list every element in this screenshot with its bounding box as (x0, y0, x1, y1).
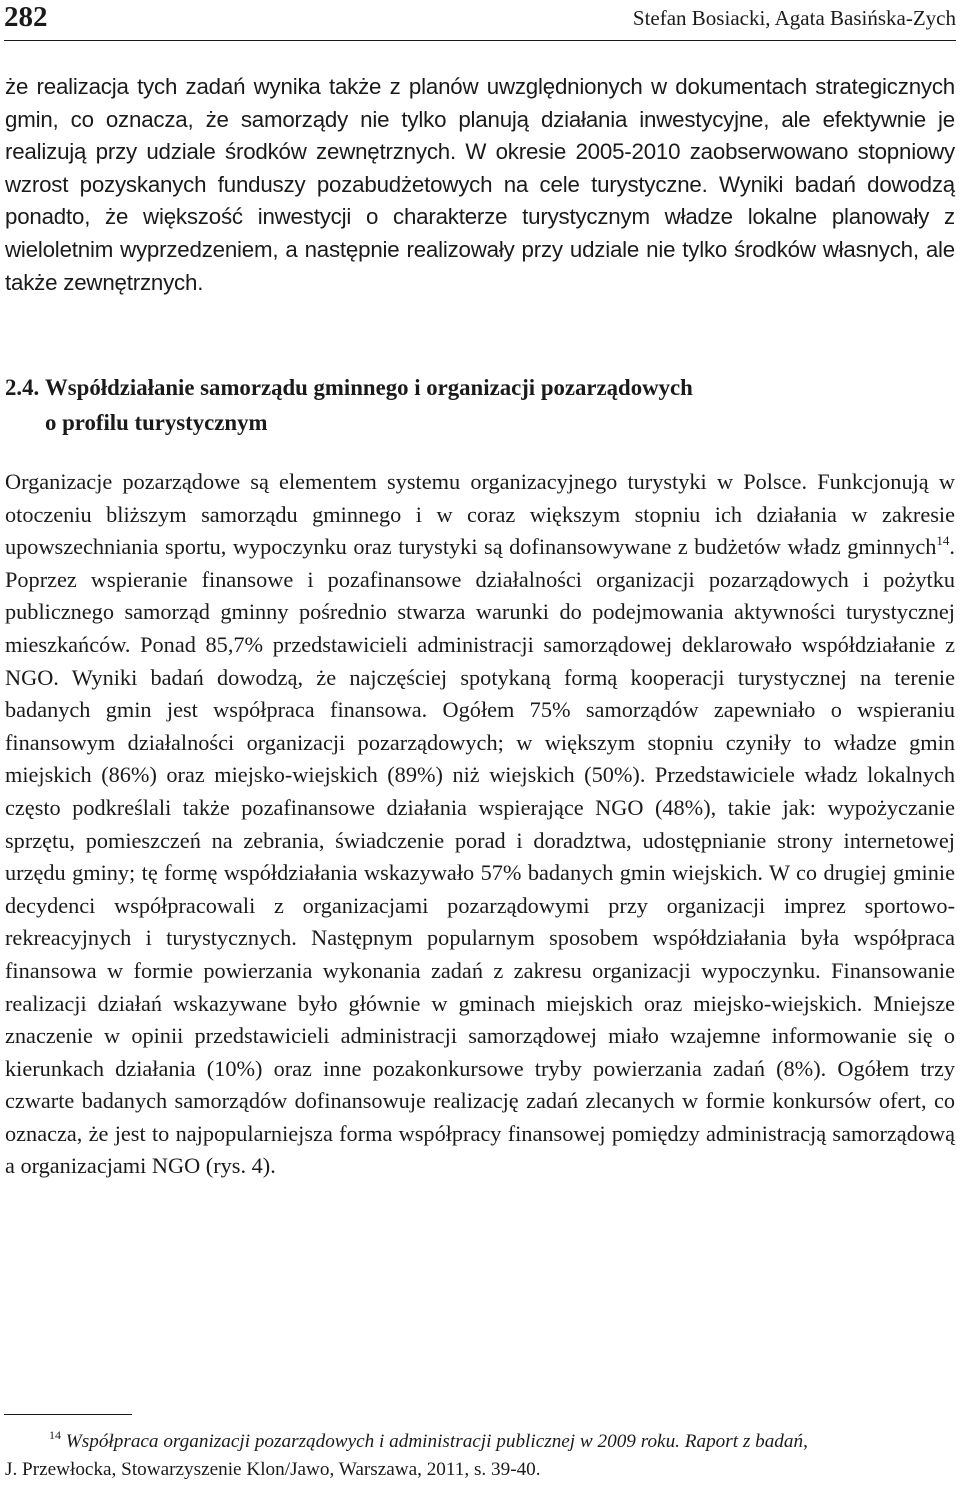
section-heading (5, 370, 905, 440)
paragraph-main-part-a: Organizacje pozarządowe są elementem systemu organizacyjnego turystyki w Polsce. Funkcjonują w otoczeniu bliższym samorządu gminnego i w coraz większym stopniu ich działania w zakresie upowszechniania sportu, wypoczynku oraz turystyki są dofinansowywane z budżetów władz gminnych (5, 469, 955, 560)
section-title-line-2: o profilu turystycznym (45, 410, 268, 435)
paragraph-intro (5, 71, 955, 299)
page-number: 282 (4, 1, 48, 33)
footnote-title: Współpraca organizacji pozarządowych i administracji publicznej w 2009 roku. Raport z badań (65, 1431, 804, 1452)
footnote-separator-text: , (803, 1431, 808, 1452)
section-title-line-1: Współdziałanie samorządu gminnego i organizacji pozarządowych (45, 375, 693, 400)
running-header (4, 0, 956, 41)
footnote-reference[interactable]: 14 (936, 533, 950, 549)
section-number: 2.4. (5, 375, 40, 400)
paragraph-main (5, 466, 955, 1183)
footnote-separator (4, 1414, 132, 1415)
running-head-authors: Stefan Bosiacki, Agata Basińska-Zych (632, 6, 956, 30)
footnote-line-1: 14 Współpraca organizacji pozarządowych i administracji publicznej w 2009 roku. Raport z badań, (49, 1428, 808, 1452)
paragraph-main-part-b: . Poprzez wspieranie finansowe i pozafinansowe działalności organizacji pozarządowych i pożytku publicznego samorząd gminny pośrednio stwarza warunki do podejmowania aktywności turystycznej mieszkańców. Ponad 85,7% przedstawicieli administracji samorządowej deklarowało współdziałanie z NGO. Wyniki badań dowodzą, że najczęściej spotykaną formą kooperacji turystycznej na terenie badanych gmin jest współpraca finansowa. Ogółem 75% samorządów zapewniało o wspieraniu finansowym działalności organizacji pozarządowych; w większym stopniu czyniły to władze gmin miejskich (86%) oraz miejsko-wiejskich (89%) niż wiejskich (50%). Przedstawiciele władz lokalnych często podkreślali także pozafinansowe działania wspierające NGO (48%), takie jak: wypożyczanie sprzętu, pomieszczeń na zebrania, świadczenie porad i doradztwa, udostępnianie strony internetowej urzędu gminy; tę formę współdziałania wskazywało 57% badanych gmin wiejskich. W co drugiej gminie decydenci współpracowali z organizacjami pozarządowymi przy organizacji imprez sportowo-rekreacyjnych i turystycznych. Następnym popularnym sposobem współdziałania była współpraca finansowa w formie powierzania wykonania zadań z zakresu organizacji wypoczynku. Finansowanie realizacji działań wskazywane było głównie w gminach miejskich oraz miejsko-wiejskich. Mniejsze znaczenie w opinii przedstawicieli administracji samorządowej miało wzajemne informowanie się o kierunkach działania (10%) oraz inne pozakonkursowe tryby powierzania zadań (8%). Ogółem trzy czwarte badanych samorządów dofinansowuje realizację zadań zlecanych w formie konkursów ofert, co oznacza, że jest to najpopularniejsza forma współpracy finansowej pomiędzy administracją samorządową a organizacjami NGO (rys. 4). (5, 534, 955, 1179)
paragraph-intro-part-b: Wyniki badań dowodzą ponadto, że większość inwestycji o charakterze turystycznym władze lokalne planowały z wieloletnim wyprzedzeniem, a następnie realizowały przy udziale nie tylko środków własnych, ale także zewnętrznych. (5, 171, 956, 295)
footnote-citation: J. Przewłocka, Stowarzyszenie Klon/Jawo, Warszawa, 2011, s. 39-40. (5, 1459, 541, 1480)
paragraph-intro-part-a: że realizacja tych zadań wynika także z planów uwzględnionych w dokumentach strategicznych gmin, co oznacza, że samorządy nie tylko planują działania inwestycyjne, ale efektywnie je realizują przy udziale środków zewnętrznych. W okresie 2005-2010 zaobserwowano stopniowy wzrost pozyskanych funduszy pozabudżetowych na cele turystyczne. (5, 74, 955, 197)
footnote (5, 1428, 955, 1484)
